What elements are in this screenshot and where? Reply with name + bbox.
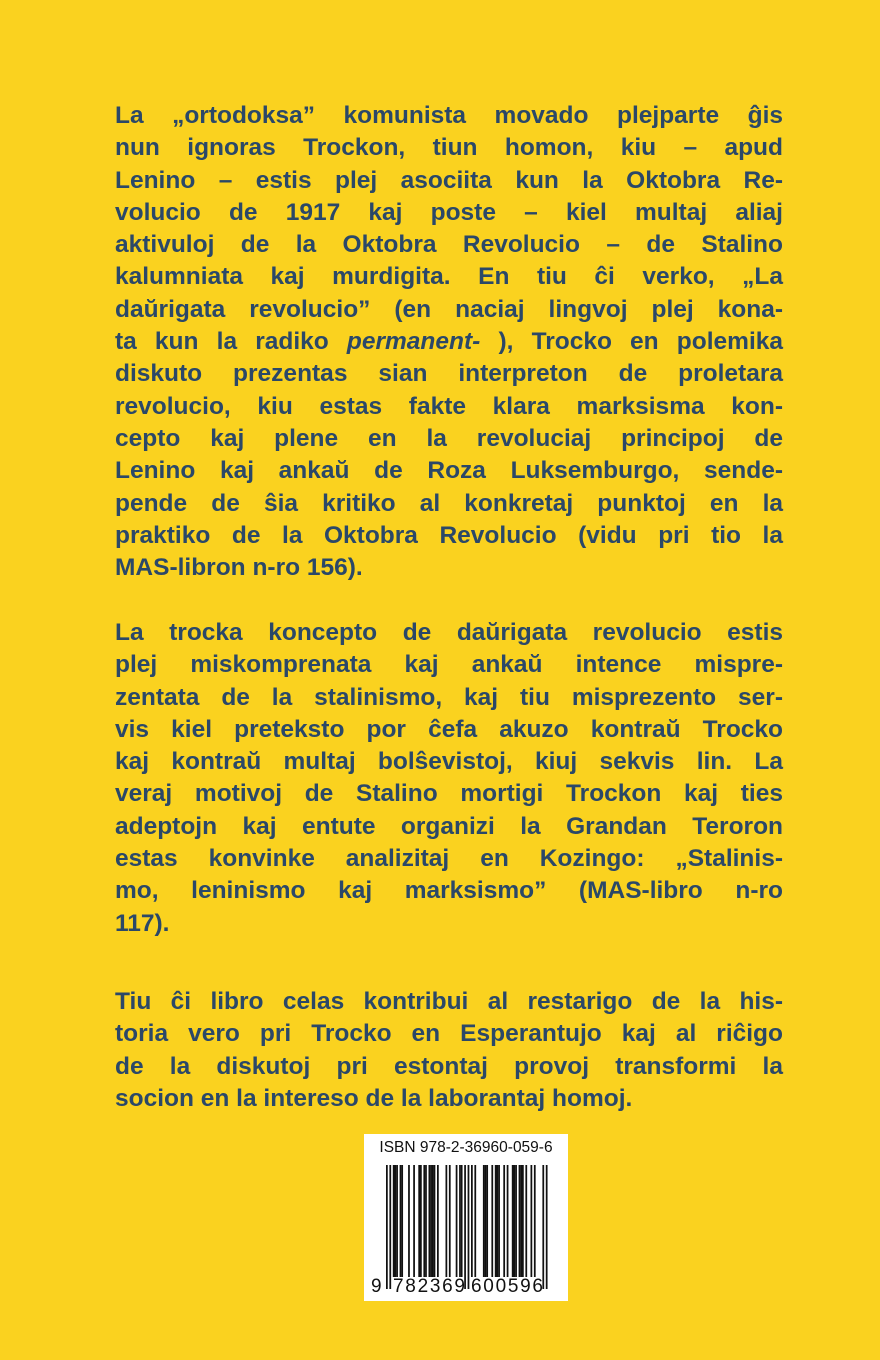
- text-line: socion en la intereso de la laborantaj homoj.: [115, 1084, 633, 1112]
- barcode-bars: [364, 1134, 568, 1301]
- text-line: toria vero pri Trocko en Esperantujo kaj al riĉigo: [115, 1020, 783, 1048]
- barcode-bar: [413, 1165, 415, 1277]
- text-line: volucio de 1917 kaj poste – kiel multaj aliaj: [115, 198, 783, 226]
- barcode-bar: [459, 1165, 461, 1277]
- text-segment: ), Trocko en polemika: [498, 328, 784, 356]
- text-line: diskuto prezentas sian interpreton de proletara: [115, 360, 783, 388]
- text-line: vis kiel preteksto por ĉefa akuzo kontraŭ Trocko: [115, 715, 783, 743]
- barcode-bar: [491, 1165, 493, 1277]
- text-line: nun ignoras Trockon, tiun homon, kiu – apud: [115, 134, 783, 162]
- barcode-bar: [437, 1165, 439, 1277]
- text-line: cepto kaj plene en la revoluciaj principoj de: [115, 424, 783, 452]
- text-line: aktivuloj de la Oktobra Revolucio – de Stalino: [115, 231, 783, 259]
- barcode-bar: [498, 1165, 500, 1277]
- barcode-bar: [515, 1165, 517, 1277]
- text-segment: ta kun la radiko: [115, 328, 347, 356]
- description-paragraph-3: [115, 986, 783, 1115]
- text-line: 117).: [115, 909, 170, 937]
- text-line: estas konvinke analizitaj en Kozingo: „Stalinis-: [115, 845, 783, 873]
- barcode-bar: [485, 1165, 487, 1277]
- text-line: pende de ŝia kritiko al konkretaj punktoj en la: [115, 489, 783, 517]
- text-line: La „ortodoksa” komunista movado plejparte ĝis: [115, 102, 783, 129]
- text-line: Tiu ĉi libro celas kontribui al restarigo de la his-: [115, 988, 783, 1015]
- text-line: de la diskutoj pri estontaj provoj transformi la: [115, 1052, 783, 1080]
- barcode-bar: [512, 1165, 514, 1277]
- barcode-bar: [456, 1165, 458, 1277]
- barcode-bar: [531, 1165, 533, 1277]
- barcode-bar: [520, 1165, 522, 1277]
- barcode-bar: [486, 1165, 488, 1277]
- barcode-bar: [483, 1165, 485, 1277]
- barcode-bar: [449, 1165, 451, 1277]
- text-line: daŭrigata revolucio” (en naciaj lingvoj plej kona-: [115, 295, 783, 323]
- barcode-bar: [430, 1165, 432, 1277]
- barcode-bar: [542, 1165, 544, 1289]
- text-line: Lenino – estis plej asociita kun la Oktobra Re-: [115, 166, 783, 194]
- barcode-bar: [474, 1165, 476, 1277]
- text-line: MAS-libron n-ro 156).: [115, 554, 363, 582]
- text-line: praktiko de la Oktobra Revolucio (vidu pri tio la: [115, 521, 783, 549]
- isbn-label: ISBN 978-2-36960-059-6: [379, 1139, 553, 1156]
- text-line: adeptojn kaj entute organizi la Grandan Teroron: [115, 812, 783, 840]
- barcode-bar: [425, 1165, 427, 1277]
- barcode-bar: [514, 1165, 516, 1277]
- barcode-bar: [429, 1165, 431, 1277]
- barcode-bar: [386, 1165, 388, 1289]
- description-paragraph-2: [115, 617, 783, 940]
- italic-term: permanent-: [346, 328, 481, 356]
- barcode-digit-first: 9: [371, 1276, 382, 1297]
- barcode-bar: [396, 1165, 398, 1277]
- barcode-bar: [401, 1165, 403, 1277]
- barcode-bar: [446, 1165, 448, 1277]
- barcode-digits-right: 600596: [471, 1276, 543, 1297]
- barcode-bar: [495, 1165, 497, 1277]
- text-line: revolucio, kiu estas fakte klara marksisma kon-: [115, 392, 783, 420]
- text-line: zentata de la stalinismo, kaj tiu misprezento ser-: [115, 683, 783, 711]
- barcode-bar: [534, 1165, 536, 1277]
- barcode-bar: [503, 1165, 505, 1277]
- barcode-bar: [525, 1165, 527, 1277]
- barcode-bar: [395, 1165, 397, 1277]
- isbn-barcode: [364, 1134, 568, 1301]
- barcode-bar: [393, 1165, 395, 1277]
- text-line: La trocka koncepto de daŭrigata revolucio estis: [115, 619, 783, 646]
- barcode-bar: [434, 1165, 436, 1277]
- barcode-bar: [400, 1165, 402, 1277]
- barcode-bar: [519, 1165, 521, 1277]
- barcode-bar: [497, 1165, 499, 1277]
- text-line: veraj motivoj de Stalino mortigi Trockon kaj ties: [115, 780, 783, 808]
- text-line: kaj kontraŭ multaj bolŝevistoj, kiuj sekvis lin. La: [115, 748, 783, 776]
- text-line: kalumniata kaj murdigita. En tiu ĉi verko, „La: [115, 263, 783, 291]
- text-line: [115, 326, 783, 358]
- barcode-bar: [464, 1165, 466, 1289]
- text-line: Lenino kaj ankaŭ de Roza Luksemburgo, sende-: [115, 457, 783, 485]
- barcode-bar: [420, 1165, 422, 1277]
- text-line: plej miskomprenata kaj ankaŭ intence mispre-: [115, 651, 783, 679]
- barcode-bar: [546, 1165, 548, 1289]
- barcode-bar: [468, 1165, 470, 1289]
- barcode-bar: [522, 1165, 524, 1277]
- barcode-bar: [471, 1165, 473, 1277]
- barcode-bar: [389, 1165, 391, 1289]
- barcode-bar: [423, 1165, 425, 1277]
- barcode-digits-left: 782369: [393, 1276, 465, 1297]
- barcode-bar: [418, 1165, 420, 1277]
- barcode-bar: [461, 1165, 463, 1277]
- barcode-bar: [507, 1165, 509, 1277]
- description-paragraph-1: [115, 100, 783, 584]
- barcode-bar: [408, 1165, 410, 1277]
- text-line: mo, leninismo kaj marksismo” (MAS-libro n-ro: [115, 877, 783, 905]
- barcode-bar: [432, 1165, 434, 1277]
